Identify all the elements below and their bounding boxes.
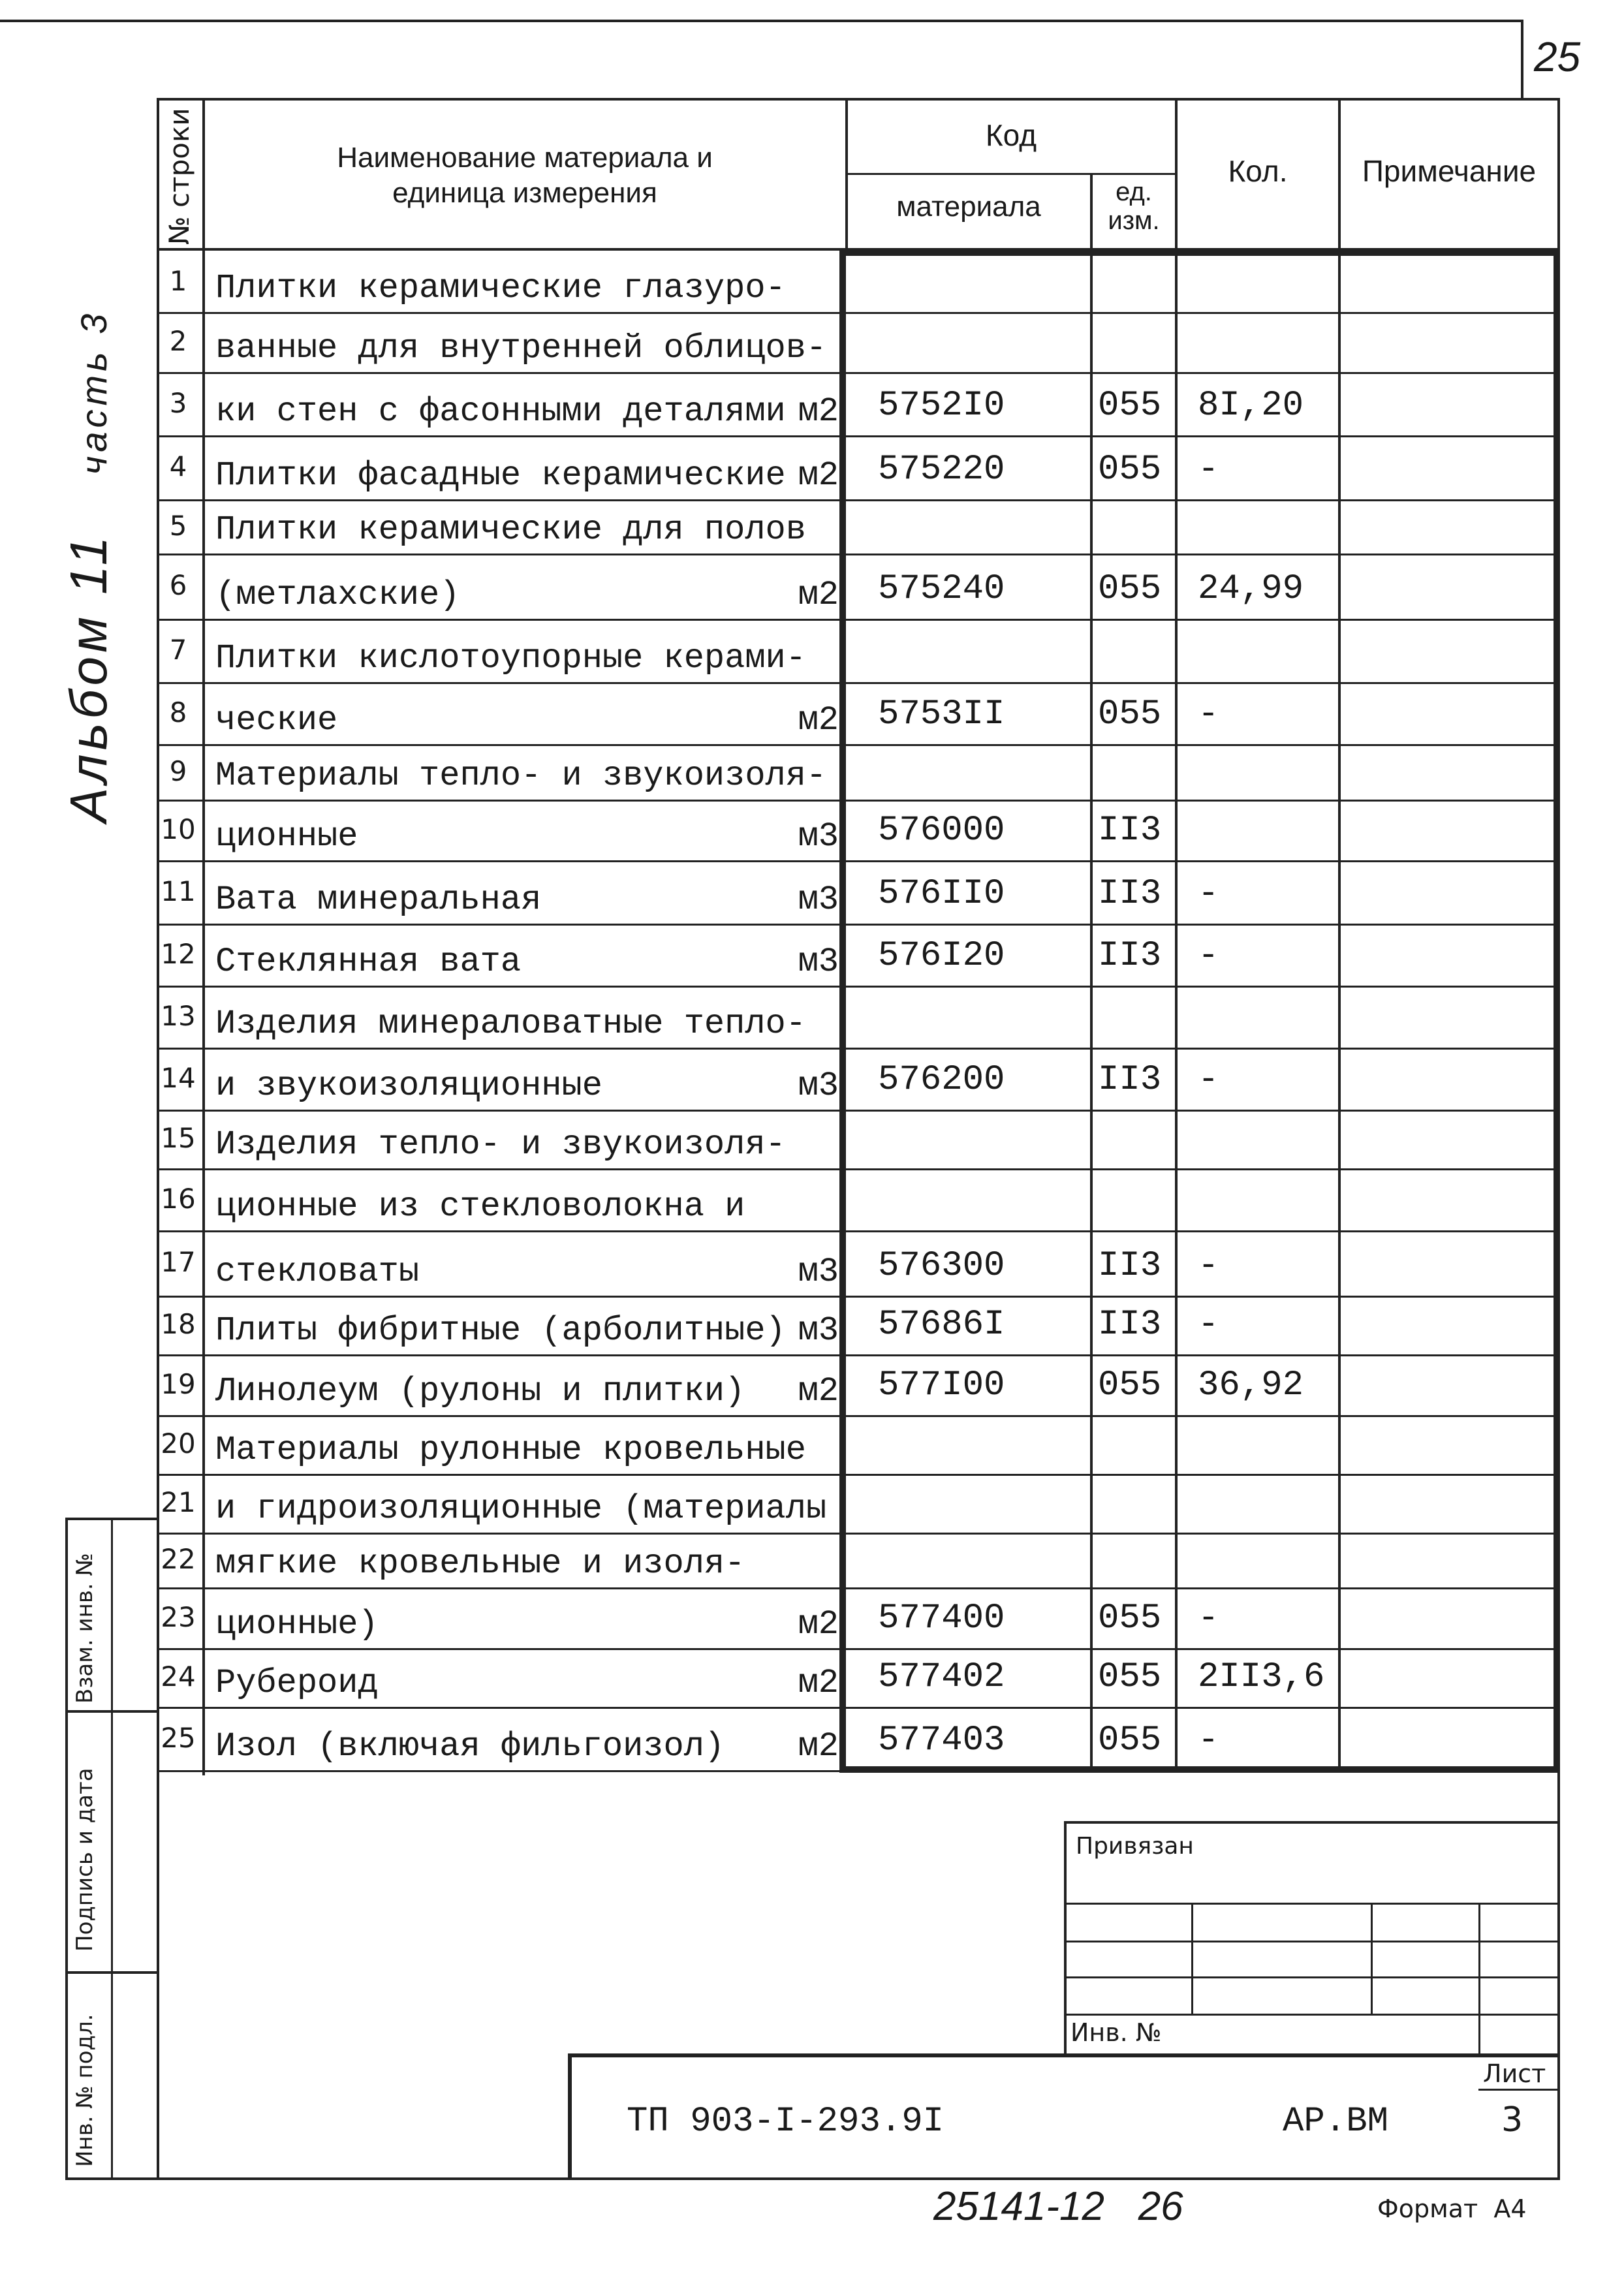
row-number: 22	[161, 1543, 196, 1575]
material-name: ческие	[215, 701, 338, 740]
unit: м3	[798, 1253, 839, 1291]
row-number: 16	[161, 1182, 196, 1215]
material-name: ционные из стекловолокна и	[215, 1187, 745, 1226]
quantity: -	[1198, 936, 1219, 976]
album-annotation	[59, 310, 119, 822]
material-name: Материалы тепло- и звукоизоля-	[215, 757, 827, 795]
material-name: ванные для внутренней облицов-	[215, 329, 827, 367]
sheet-corner-number: 25	[1534, 33, 1581, 80]
material-name: и звукоизоляционные	[215, 1067, 602, 1105]
material-name: Линолеум (рулоны и плитки)	[215, 1372, 745, 1411]
unit: м2	[798, 1727, 839, 1766]
code-header: Код	[985, 118, 1037, 152]
material-name: Плитки керамические глазуро-	[215, 269, 786, 307]
quantity: -	[1198, 694, 1219, 734]
qty-header: Кол.	[1228, 154, 1288, 188]
material-code: 575220	[878, 450, 1005, 490]
material-name: Стеклянная вата	[215, 943, 522, 981]
name-header	[205, 140, 845, 211]
material-name: Плитки фасадные керамические	[215, 456, 786, 495]
privyazan-label: Привязан	[1076, 1833, 1194, 1860]
material-name: ционные	[215, 817, 358, 856]
unit-code: II3	[1098, 1246, 1162, 1286]
row-number: 7	[169, 633, 187, 666]
handwritten-number: 25141-12 26	[933, 2184, 1183, 2229]
material-name: мягкие кровельные и изоля-	[215, 1544, 745, 1583]
quantity: -	[1198, 1305, 1219, 1345]
format-label: Формат А4	[1377, 2194, 1527, 2223]
unit: м3	[798, 1311, 839, 1350]
quantity: 36,92	[1198, 1365, 1304, 1405]
unit-code: II3	[1098, 1060, 1162, 1100]
row-number: 18	[161, 1308, 196, 1340]
note-header: Примечание	[1362, 154, 1537, 188]
name-header-line2: единица измерения	[392, 177, 657, 209]
code-material-header: материала	[896, 191, 1041, 223]
row-number: 6	[169, 569, 187, 601]
row-number: 19	[161, 1367, 196, 1400]
row-number: 5	[169, 509, 187, 542]
row-number: 20	[161, 1427, 196, 1459]
row-number: 23	[161, 1600, 196, 1633]
unit: м2	[798, 701, 839, 740]
unit-code: 055	[1098, 694, 1162, 734]
material-name: стекловаты	[215, 1253, 420, 1291]
unit-code: 055	[1098, 569, 1162, 609]
material-code: 5752I0	[878, 386, 1005, 426]
document-code: ТП 903-I-293.9I	[627, 2102, 945, 2142]
material-code: 576300	[878, 1246, 1005, 1286]
unit: м2	[798, 576, 839, 614]
row-number: 15	[161, 1122, 196, 1154]
material-name: ки стен с фасонными деталями	[215, 392, 786, 431]
unit-code: 055	[1098, 1721, 1162, 1760]
material-code: 576000	[878, 811, 1005, 850]
unit-code: 055	[1098, 1365, 1162, 1405]
row-number: 10	[161, 813, 196, 845]
row-number: 1	[169, 264, 187, 297]
unit: м2	[798, 1372, 839, 1411]
unit: м2	[798, 392, 839, 431]
row-number: 14	[161, 1061, 196, 1094]
code-unit-header	[1093, 178, 1175, 235]
row-number: 21	[161, 1486, 196, 1518]
row-number: 3	[169, 386, 187, 419]
unit: м2	[798, 1605, 839, 1644]
material-name: Вата минеральная	[215, 881, 542, 919]
unit-code: 055	[1098, 1599, 1162, 1638]
material-name: ционные)	[215, 1605, 379, 1644]
quantity: -	[1198, 1599, 1219, 1638]
inv-no-label: Инв. №	[1070, 2018, 1162, 2047]
material-code: 577I00	[878, 1365, 1005, 1405]
album-label: Альбом 11	[59, 532, 117, 822]
sheet-mark: АР.ВМ	[1283, 2102, 1389, 2142]
quantity: 2II3,6	[1198, 1657, 1325, 1697]
unit: м3	[798, 943, 839, 981]
row-number: 9	[169, 755, 187, 787]
part-label: часть 3	[73, 309, 114, 475]
unit-code: 055	[1098, 1657, 1162, 1697]
row-number: 24	[161, 1661, 196, 1692]
unit-code: II3	[1098, 936, 1162, 976]
row-number: 11	[161, 875, 196, 907]
row-number: 4	[169, 450, 187, 482]
material-code: 5753II	[878, 694, 1005, 734]
row-number: 25	[161, 1721, 196, 1754]
row-number: 17	[161, 1246, 196, 1278]
material-code: 577400	[878, 1599, 1005, 1638]
code-unit-header-line1: ед.	[1116, 178, 1152, 206]
quantity: -	[1198, 1060, 1219, 1100]
unit-code: 055	[1098, 386, 1162, 426]
quantity: -	[1198, 450, 1219, 490]
quantity: -	[1198, 874, 1219, 914]
material-name: Изол (включая фильгоизол)	[215, 1727, 725, 1766]
inv-podl-label: Инв. № подл.	[72, 2014, 98, 2167]
quantity: -	[1198, 1246, 1219, 1286]
material-code: 575240	[878, 569, 1005, 609]
unit: м3	[798, 881, 839, 919]
name-header-line1: Наименование материала и	[337, 142, 713, 174]
material-code: 57686I	[878, 1305, 1005, 1345]
quantity: 8I,20	[1198, 386, 1304, 426]
unit-code: II3	[1098, 1305, 1162, 1345]
unit: м3	[798, 817, 839, 856]
material-name: и гидроизоляционные (материалы	[215, 1490, 827, 1528]
podpis-data-label: Подпись и дата	[72, 1768, 98, 1952]
quantity: -	[1198, 1721, 1219, 1760]
row-number: 13	[161, 999, 196, 1032]
row-number: 12	[161, 937, 196, 970]
row-number-header: № строки	[163, 108, 195, 245]
code-unit-header-line2: изм.	[1108, 206, 1160, 235]
material-name: Плиты фибритные (арболитные)	[215, 1311, 786, 1350]
material-name: Плитки керамические для полов	[215, 510, 806, 549]
material-name: Изделия минераловатные тепло-	[215, 1005, 806, 1043]
list-number: 3	[1501, 2100, 1523, 2140]
list-label: Лист	[1483, 2059, 1546, 2088]
material-code: 577402	[878, 1657, 1005, 1697]
material-code: 577403	[878, 1721, 1005, 1760]
material-code: 576200	[878, 1060, 1005, 1100]
material-name: Изделия тепло- и звукоизоля-	[215, 1125, 786, 1164]
vzam-inv-label: Взам. инв. №	[72, 1553, 98, 1704]
unit-code: II3	[1098, 874, 1162, 914]
material-name: (метлахские)	[215, 576, 460, 614]
quantity: 24,99	[1198, 569, 1304, 609]
unit: м3	[798, 1067, 839, 1105]
unit-code: II3	[1098, 811, 1162, 850]
unit: м2	[798, 1664, 839, 1702]
material-code: 576II0	[878, 874, 1005, 914]
material-code: 576I20	[878, 936, 1005, 976]
material-name: Рубероид	[215, 1664, 379, 1702]
row-number: 2	[169, 325, 187, 357]
material-name: Плитки кислотоупорные керами-	[215, 639, 806, 678]
row-number: 8	[169, 696, 187, 728]
material-name: Материалы рулонные кровельные	[215, 1431, 806, 1469]
unit: м2	[798, 456, 839, 495]
unit-code: 055	[1098, 450, 1162, 490]
